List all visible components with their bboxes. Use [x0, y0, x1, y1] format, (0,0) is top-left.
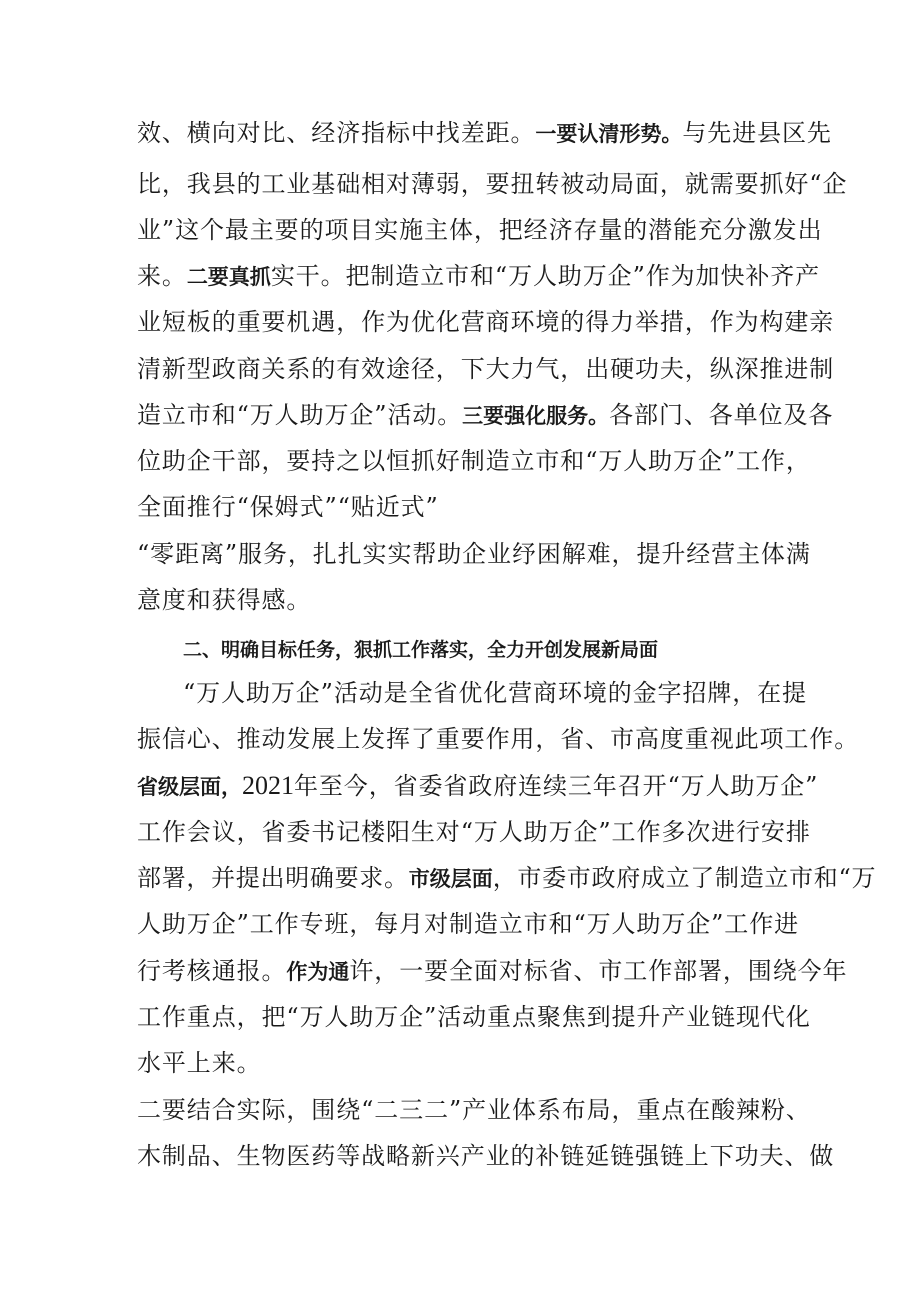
text-line: 清新型政商关系的有效途径，下大力气，出硬功夫，纵深推进制 [137, 355, 835, 383]
text-run: ，市委市政府成立了制造立市和“万 [492, 864, 877, 892]
bold-text-run: 市级层面 [408, 867, 493, 891]
text-line: 二要结合实际，围绕“二三二”产业体系布局，重点在酸辣粉、 [137, 1096, 811, 1124]
text-line: 意度和获得感。 [137, 586, 312, 614]
bold-text-run: 一要认清形势。 [535, 122, 683, 146]
text-run: 部署，并提出明确要求。 [137, 864, 409, 892]
bold-text-run: 省级层面， [137, 775, 242, 799]
bold-text-run: 三要强化服务。 [462, 404, 610, 428]
text-run: 行考核通报。 [137, 957, 287, 985]
text-line [137, 259, 820, 294]
text-line: 比，我县的工业基础相对薄弱，要扭转被动局面，就需要抓好“企 [137, 170, 848, 198]
text-line [137, 954, 847, 989]
text-run: 造立市和“万人助万企”活动。 [137, 401, 463, 429]
year-text: 2021 [242, 771, 294, 800]
text-line: 水平上来。 [137, 1049, 262, 1077]
text-line [137, 398, 833, 433]
text-run: 来。 [137, 262, 187, 290]
text-line: 全面推行“保姆式”“贴近式” [137, 493, 439, 521]
section-heading: 二、明确目标任务，狠抓工作落实，全力开创发展新局面 [183, 639, 659, 661]
text-line: 工作重点，把“万人助万企”活动重点聚焦到提升产业链现代化 [137, 1003, 811, 1031]
text-line [137, 769, 818, 804]
text-run: 与先进县区先 [682, 119, 832, 147]
text-line: 业”这个最主要的项目实施主体，把经济存量的潜能充分激发出 [137, 216, 823, 244]
text-line: “零距离”服务，扎扎实实帮助企业纾困解难，提升经营主体满 [137, 540, 811, 568]
text-line: “万人助万企”活动是全省优化营商环境的金字招牌，在提 [183, 679, 807, 707]
text-line: 振信心、推动发展上发挥了重要作用，省、市高度重视此项工作。 [137, 725, 860, 753]
text-line [137, 116, 832, 151]
text-run: 年至今，省委省政府连续三年召开“万人助万企” [294, 772, 819, 800]
text-line: 业短板的重要机遇，作为优化营商环境的得力举措，作为构建亲 [137, 308, 835, 336]
text-run: 效、横向对比、经济指标中找差距。 [137, 119, 536, 147]
text-run: 各部门、各单位及各 [609, 401, 834, 429]
text-line: 位助企干部，要持之以恒抓好制造立市和“万人助万企”工作， [137, 447, 811, 475]
bold-text-run: 作为通 [286, 960, 350, 984]
text-run: 实干。把制造立市和“万人助万企”作为加快补齐产 [270, 262, 821, 290]
text-run: 许，一要全面对标省、市工作部署，围绕今年 [349, 957, 848, 985]
text-line: 木制品、生物医药等战略新兴产业的补链延链强链上下功夫、做 [137, 1142, 835, 1170]
bold-text-run: 二要真抓 [186, 265, 271, 289]
text-line: 人助万企”工作专班，每月对制造立市和“万人助万企”工作进 [137, 910, 800, 938]
text-line [137, 861, 876, 896]
text-line: 工作会议，省委书记楼阳生对“万人助万企”工作多次进行安排 [137, 818, 811, 846]
